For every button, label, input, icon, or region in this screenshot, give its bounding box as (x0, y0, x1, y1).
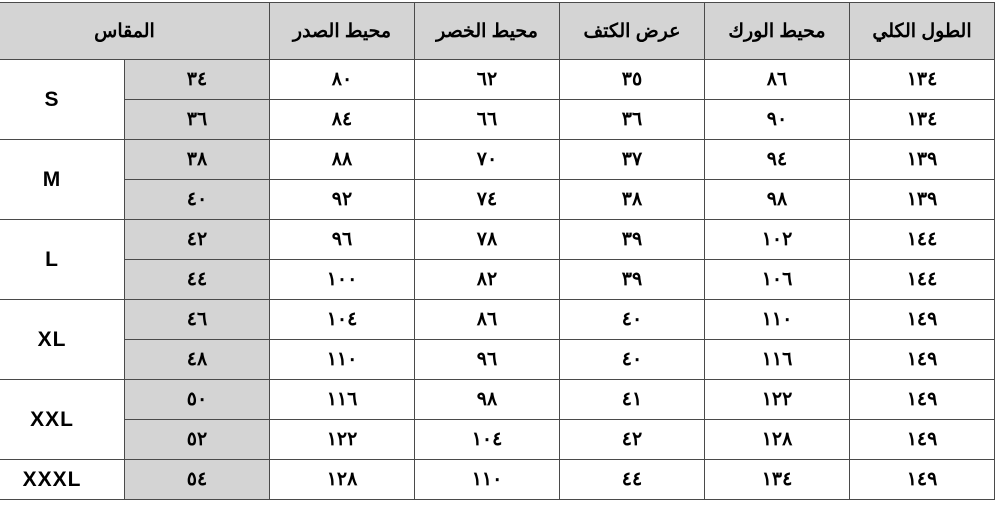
cell-shoulder: ٣٦ (560, 100, 705, 140)
cell-waist: ٨٦ (415, 300, 560, 340)
table-row (0, 420, 995, 460)
cell-hip: ١١٦ (705, 340, 850, 380)
table-row (0, 460, 995, 500)
size-chart-sheet (0, 2, 1000, 506)
cell-size-number: ٣٤ (125, 60, 270, 100)
cell-size-number: ٤٨ (125, 340, 270, 380)
cell-total-length: ١٣٤ (850, 60, 995, 100)
table-header (0, 3, 995, 60)
size-chart-table (0, 2, 995, 500)
table-row (0, 60, 995, 100)
cell-total-length: ١٤٩ (850, 300, 995, 340)
cell-chest: ٨٨ (270, 140, 415, 180)
cell-waist: ٩٨ (415, 380, 560, 420)
cell-shoulder: ٣٧ (560, 140, 705, 180)
table-row (0, 260, 995, 300)
cell-chest: ١٢٢ (270, 420, 415, 460)
cell-total-length: ١٤٩ (850, 340, 995, 380)
cell-shoulder: ٣٥ (560, 60, 705, 100)
cell-chest: ٨٤ (270, 100, 415, 140)
cell-hip: ٩٠ (705, 100, 850, 140)
cell-total-length: ١٤٤ (850, 260, 995, 300)
cell-waist: ٨٢ (415, 260, 560, 300)
cell-size-number: ٤٠ (125, 180, 270, 220)
cell-waist: ١١٠ (415, 460, 560, 500)
column-header-hip: محيط الورك (705, 3, 850, 60)
table-row (0, 140, 995, 180)
table-row (0, 220, 995, 260)
cell-hip: ١٢٢ (705, 380, 850, 420)
header-row (0, 3, 995, 60)
cell-total-length: ١٤٩ (850, 460, 995, 500)
cell-waist: ٩٦ (415, 340, 560, 380)
cell-size-number: ٥٠ (125, 380, 270, 420)
cell-total-length: ١٤٤ (850, 220, 995, 260)
cell-shoulder: ٤١ (560, 380, 705, 420)
cell-shoulder: ٤٠ (560, 300, 705, 340)
table-row (0, 100, 995, 140)
table-body (0, 60, 995, 500)
cell-chest: ١٠٤ (270, 300, 415, 340)
column-header-size: المقاس (0, 3, 270, 60)
cell-shoulder: ٤٤ (560, 460, 705, 500)
cell-size-number: ٣٦ (125, 100, 270, 140)
cell-size-number: ٥٤ (125, 460, 270, 500)
column-header-shoulder: عرض الكتف (560, 3, 705, 60)
cell-chest: ٨٠ (270, 60, 415, 100)
cell-hip: ٩٤ (705, 140, 850, 180)
cell-hip: ١٣٤ (705, 460, 850, 500)
cell-waist: ٧٨ (415, 220, 560, 260)
table-row (0, 180, 995, 220)
cell-waist: ٧٤ (415, 180, 560, 220)
cell-hip: ١٠٦ (705, 260, 850, 300)
cell-size-number: ٤٢ (125, 220, 270, 260)
table-row (0, 380, 995, 420)
cell-total-length: ١٣٤ (850, 100, 995, 140)
cell-waist: ٦٦ (415, 100, 560, 140)
table-row (0, 300, 995, 340)
table-row (0, 340, 995, 380)
cell-size-number: ٤٦ (125, 300, 270, 340)
cell-waist: ٧٠ (415, 140, 560, 180)
cell-size-group: L (0, 220, 125, 300)
cell-shoulder: ٣٩ (560, 260, 705, 300)
cell-shoulder: ٣٩ (560, 220, 705, 260)
cell-hip: ٩٨ (705, 180, 850, 220)
cell-chest: ٩٢ (270, 180, 415, 220)
cell-size-group: S (0, 60, 125, 140)
cell-chest: ١١٠ (270, 340, 415, 380)
cell-total-length: ١٤٩ (850, 420, 995, 460)
cell-total-length: ١٣٩ (850, 180, 995, 220)
cell-hip: ١٢٨ (705, 420, 850, 460)
column-header-total-length: الطول الكلي (850, 3, 995, 60)
cell-hip: ٨٦ (705, 60, 850, 100)
cell-hip: ١١٠ (705, 300, 850, 340)
cell-shoulder: ٣٨ (560, 180, 705, 220)
cell-size-group: XL (0, 300, 125, 380)
cell-chest: ١٠٠ (270, 260, 415, 300)
cell-total-length: ١٣٩ (850, 140, 995, 180)
cell-chest: ٩٦ (270, 220, 415, 260)
cell-chest: ١٢٨ (270, 460, 415, 500)
cell-size-number: ٣٨ (125, 140, 270, 180)
cell-total-length: ١٤٩ (850, 380, 995, 420)
cell-shoulder: ٤٢ (560, 420, 705, 460)
column-header-waist: محيط الخصر (415, 3, 560, 60)
cell-size-group: XXXL (0, 460, 125, 500)
cell-hip: ١٠٢ (705, 220, 850, 260)
cell-size-group: M (0, 140, 125, 220)
cell-waist: ٦٢ (415, 60, 560, 100)
cell-size-number: ٥٢ (125, 420, 270, 460)
column-header-chest: محيط الصدر (270, 3, 415, 60)
cell-chest: ١١٦ (270, 380, 415, 420)
cell-size-group: XXL (0, 380, 125, 460)
cell-waist: ١٠٤ (415, 420, 560, 460)
cell-size-number: ٤٤ (125, 260, 270, 300)
cell-shoulder: ٤٠ (560, 340, 705, 380)
